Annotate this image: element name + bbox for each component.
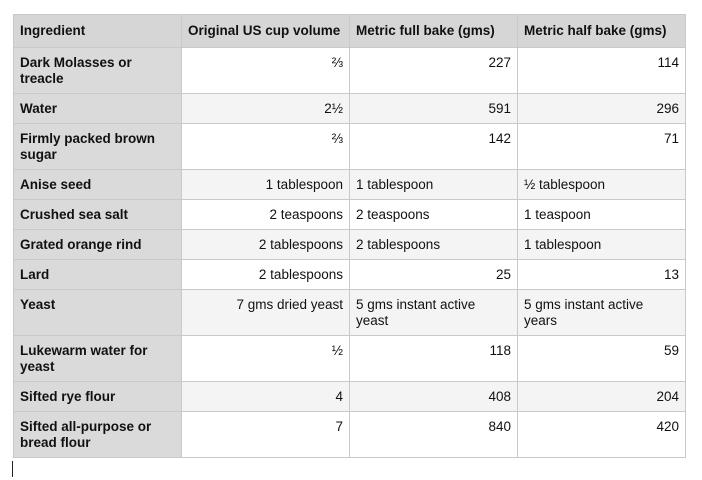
full-bake-cell[interactable]: 2 tablespoons (350, 230, 518, 260)
table-row (14, 412, 686, 458)
ingredient-cell[interactable]: Dark Molasses or treacle (14, 48, 182, 94)
us-volume-cell[interactable]: 2 tablespoons (182, 230, 350, 260)
table-row (14, 48, 686, 94)
us-volume-cell[interactable]: ½ (182, 336, 350, 382)
us-volume-cell[interactable]: 4 (182, 382, 350, 412)
ingredient-cell[interactable]: Firmly packed brown sugar (14, 124, 182, 170)
us-volume-cell[interactable]: 7 (182, 412, 350, 458)
header-row (14, 15, 686, 48)
half-bake-cell[interactable]: 13 (518, 260, 686, 290)
ingredient-cell[interactable]: Yeast (14, 290, 182, 336)
us-volume-cell[interactable]: 2 teaspoons (182, 200, 350, 230)
ingredient-cell[interactable]: Sifted rye flour (14, 382, 182, 412)
table-row (14, 382, 686, 412)
text-insertion-cursor (12, 461, 13, 477)
us-volume-cell[interactable]: 2½ (182, 94, 350, 124)
half-bake-cell[interactable]: 1 teaspoon (518, 200, 686, 230)
full-bake-cell[interactable]: 227 (350, 48, 518, 94)
header-original-us-cup-volume[interactable]: Original US cup volume (182, 15, 350, 48)
half-bake-cell[interactable]: 59 (518, 336, 686, 382)
us-volume-cell[interactable]: 7 gms dried yeast (182, 290, 350, 336)
ingredient-cell[interactable]: Crushed sea salt (14, 200, 182, 230)
table-row (14, 200, 686, 230)
full-bake-cell[interactable]: 25 (350, 260, 518, 290)
ingredient-cell[interactable]: Grated orange rind (14, 230, 182, 260)
half-bake-cell[interactable]: 420 (518, 412, 686, 458)
half-bake-cell[interactable]: 114 (518, 48, 686, 94)
table-row (14, 260, 686, 290)
full-bake-cell[interactable]: 2 teaspoons (350, 200, 518, 230)
half-bake-cell[interactable]: 5 gms instant active years (518, 290, 686, 336)
header-ingredient[interactable]: Ingredient (14, 15, 182, 48)
half-bake-cell[interactable]: 71 (518, 124, 686, 170)
half-bake-cell[interactable]: ½ tablespoon (518, 170, 686, 200)
us-volume-cell[interactable]: 1 tablespoon (182, 170, 350, 200)
full-bake-cell[interactable]: 5 gms instant active yeast (350, 290, 518, 336)
table-row (14, 124, 686, 170)
ingredient-cell[interactable]: Anise seed (14, 170, 182, 200)
half-bake-cell[interactable]: 296 (518, 94, 686, 124)
full-bake-cell[interactable]: 118 (350, 336, 518, 382)
half-bake-cell[interactable]: 204 (518, 382, 686, 412)
table-row (14, 170, 686, 200)
table-row (14, 230, 686, 260)
header-metric-full-bake[interactable]: Metric full bake (gms) (350, 15, 518, 48)
table-row (14, 336, 686, 382)
ingredient-cell[interactable]: Lard (14, 260, 182, 290)
full-bake-cell[interactable]: 840 (350, 412, 518, 458)
recipe-conversion-table (13, 14, 686, 458)
header-metric-half-bake[interactable]: Metric half bake (gms) (518, 15, 686, 48)
us-volume-cell[interactable]: ⅔ (182, 48, 350, 94)
recipe-table-container (13, 14, 685, 458)
half-bake-cell[interactable]: 1 tablespoon (518, 230, 686, 260)
full-bake-cell[interactable]: 408 (350, 382, 518, 412)
ingredient-cell[interactable]: Lukewarm water for yeast (14, 336, 182, 382)
full-bake-cell[interactable]: 591 (350, 94, 518, 124)
full-bake-cell[interactable]: 142 (350, 124, 518, 170)
table-body (14, 48, 686, 458)
full-bake-cell[interactable]: 1 tablespoon (350, 170, 518, 200)
table-row (14, 290, 686, 336)
ingredient-cell[interactable]: Sifted all-purpose or bread flour (14, 412, 182, 458)
table-row (14, 94, 686, 124)
us-volume-cell[interactable]: 2 tablespoons (182, 260, 350, 290)
us-volume-cell[interactable]: ⅔ (182, 124, 350, 170)
ingredient-cell[interactable]: Water (14, 94, 182, 124)
table-header (14, 15, 686, 48)
